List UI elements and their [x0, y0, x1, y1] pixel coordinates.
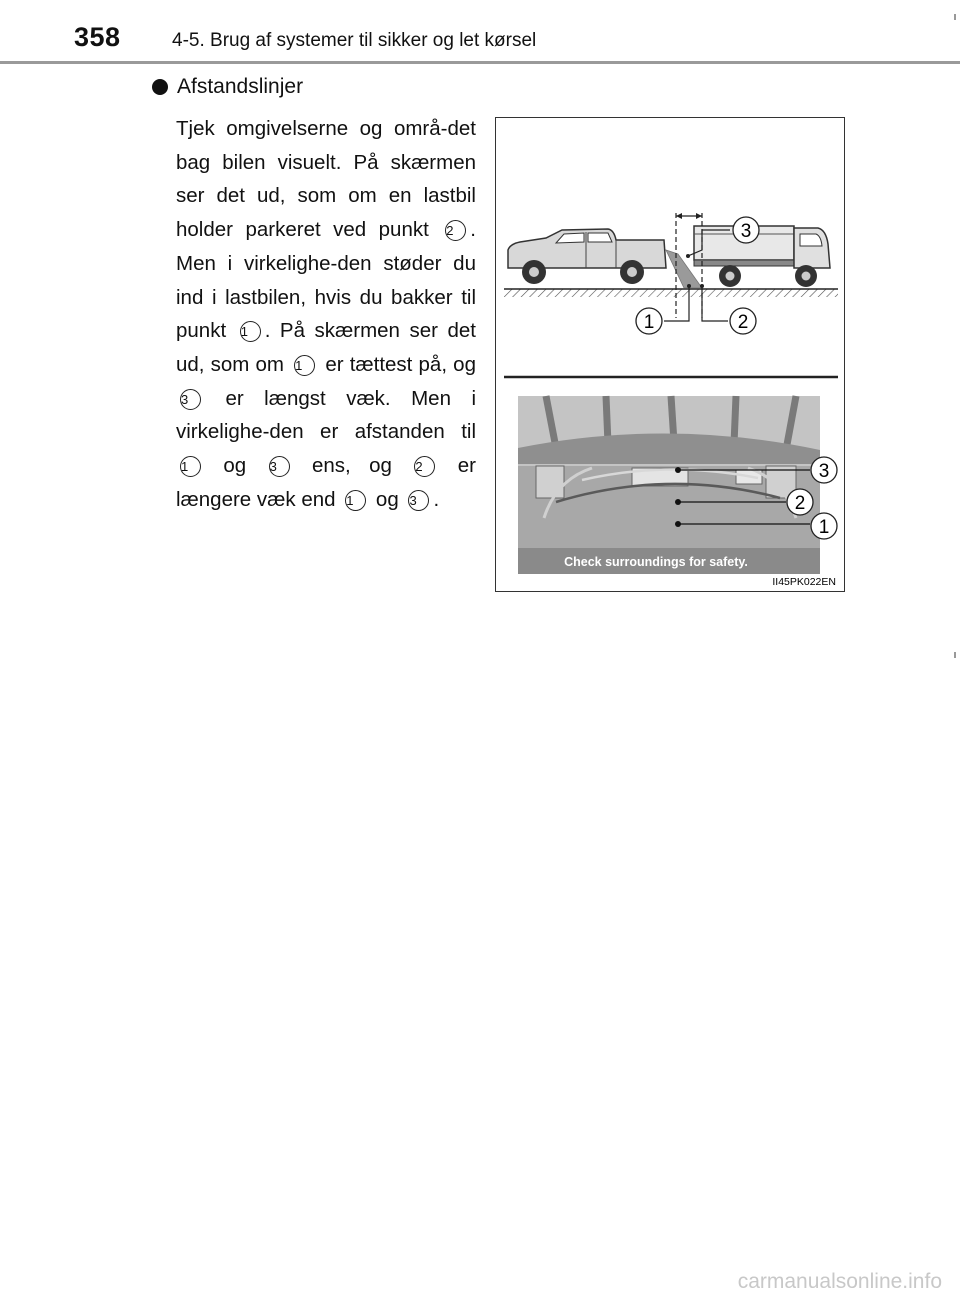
ground-hatch [504, 289, 838, 297]
body-text-segment: er længst væk. Men i virkelighe-den er afstanden til [176, 386, 476, 444]
body-text-segment: . Men i virkelighe-den støder du ind i lastbilen, hvis du bakker til punkt [176, 218, 476, 343]
body-text-segment: ens, og [293, 454, 411, 478]
bullet-heading [152, 75, 303, 99]
body-text-segment: . [433, 487, 440, 511]
screen-callout-3: 3 [818, 461, 830, 482]
pickup-truck-icon [508, 229, 666, 284]
ref-number-1: 1 [240, 321, 261, 342]
body-text-segment: Tjek omgivelserne og områ-det bag bilen visuelt. På skærmen ser det ud, som om en lastbil holder parkeret ved punkt [176, 117, 476, 242]
distance-lines-figure [495, 117, 845, 592]
body-text-segment: og [205, 454, 265, 478]
ref-number-1: 1 [294, 355, 315, 376]
body-text-segment: . På skærmen ser det ud, som om [176, 319, 476, 376]
figure-illustration [496, 118, 846, 593]
ref-number-3: 3 [180, 389, 201, 410]
callout-2: 2 [737, 312, 749, 333]
side-view [504, 213, 838, 334]
screen-callout-2: 2 [794, 493, 806, 514]
section-title: 4-5. Brug af systemer til sikker og let kørsel [172, 30, 537, 51]
camera-screen [518, 396, 837, 574]
ref-number-2: 2 [445, 220, 466, 241]
header-rule [0, 61, 960, 64]
watermark: carmanualsonline.info [737, 1270, 942, 1293]
body-text-segment: er tættest på, og [319, 352, 476, 376]
ref-number-1: 1 [345, 490, 366, 511]
body-paragraph [176, 112, 476, 516]
bullet-label: Afstandslinjer [177, 75, 304, 98]
figure-code: II45PK022EN [772, 576, 836, 588]
page-number: 358 [74, 22, 121, 52]
body-text-segment: er længere væk end [176, 454, 476, 511]
callout-3: 3 [740, 221, 752, 242]
body-text-segment: og [370, 487, 405, 511]
callout-1: 1 [643, 312, 655, 333]
dump-truck-icon [694, 226, 830, 287]
screen-callout-1: 1 [818, 517, 830, 538]
edge-mark [954, 652, 956, 658]
ref-number-3: 3 [269, 456, 290, 477]
ref-number-3: 3 [408, 490, 429, 511]
ref-number-1: 1 [180, 456, 201, 477]
bullet-dot-icon [152, 79, 168, 95]
screen-caption: Check surroundings for safety. [564, 555, 748, 569]
edge-mark [954, 14, 956, 20]
ref-number-2: 2 [414, 456, 435, 477]
